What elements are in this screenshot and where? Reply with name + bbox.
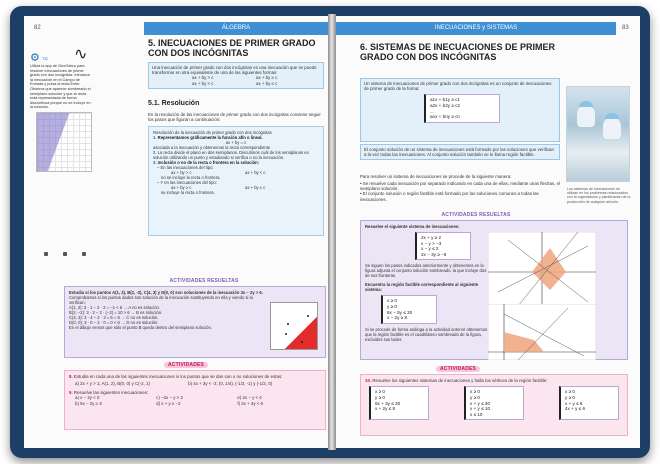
resolved-activities-box: Resuelve el siguiente sistema de inecuaciones: 2x + y ≥ 2 x − y > −3 x − y ≤ 2 2x − 3y ≥ −6 Se siguen los pasos indicados anteriormente y obtenemos en la figura adjunta el conjunto solución sombreado, la que incluye dos de sus fronteras. Encuentra la región factible correspondiente al siguiente sistema: x ≥ 0 y ≥ 0 6x − 5y ≤ 30 x − 2y ≥ 8 Si se procede de forma análoga a la actividad anterior obtenemos que la región factible es el cuadrilátero sombreado de la figura, excluidos sus lados. (360, 220, 628, 360)
steps-list: • Se resuelve cada inecuación por separado indicando en cada una de ellas, mediante unas flechas, el semiplano solución. • El conjunto solución o región factible está formado por las soluciones comunes a todas las inecuaciones. (360, 181, 560, 202)
system-a: x ≥ 0 y ≥ 0 6x + 3y ≤ 30 x + 2y ≤ 8 (369, 386, 429, 420)
lab-photo (566, 86, 631, 204)
left-page (24, 16, 328, 448)
procedure-box: Resolución de la inecuación de primer grado con dos incógnitas 1. Representamos gráficamente la función afín o lineal. ax + by = c asociada a la inecuación y obtenemos la recta correspondiente. 2. La recta divide el plano en dos semiplanos. Discutimos cuál de los semiplanos es solución utilizando un punto y estudiando si verifica o no la inecuación. 3. Inclusión o no de la recta o frontera en la solución: – En las inecuaciones del tipo: ax + by > c ax + by < c no se incluye la recta o frontera. – Y en las inecuaciones del tipo: ax + by ≥ c ax + by ≤ c se incluye la recta o frontera. (148, 126, 324, 236)
section-title: 5. INECUACIONES DE PRIMER GRADO CON DOS INCÓGNITAS (148, 38, 316, 58)
solution-halfplane-graph (270, 302, 318, 350)
activities-box: 10. Resuelve los siguientes sistemas de inecuaciones y halla los vértices de la región factible: x ≥ 0 y ≥ 0 6x + 3y ≤ 30 x + 2y ≤ 8 x ≥ 0 y ≥ 0 x + y ≤ 30 x + y ≤ 10 x ≤ 10 x ≥ 0 y ≥ 0 x + y ≤ 6 4x + y ≤ 6 (360, 374, 628, 436)
definition-box: Un sistema de inecuaciones de primer grado con dos incógnitas es un conjunto de inecuaciones de primer grado de la forma: a1x + b1y ≥ c1 a2x + b2y ≥ c2 ... anx + bny ≥ cn (360, 78, 560, 142)
book (10, 6, 650, 458)
system-c: x ≥ 0 y ≥ 0 x + y ≤ 6 4x + y ≤ 6 (559, 386, 619, 420)
activities-tag: ACTIVIDADES (436, 366, 480, 372)
activities-box: 8. Estudia en cada una de las siguientes inecuaciones si los puntos que se dan son o no soluciones de estas: a) 2x + y > 1; A(1, 2), B(0, 0) y C(-2, 1) b) 4x + 3y < -2; (0, 1/4), (-1/2, -1) y (-1/2, 0) 9. Resuelve las siguientes inecuaciones: a) x − 2y < 0 c) −2x − y > 2 e) 2x − y < 4 b) 5x − 2y ≥ 3 d) x + y ≥ −2 f) 2x + 3y < 6 (64, 370, 326, 430)
steps-intro: Para resolver un sistema de inecuaciones se procede de la siguiente manera: (360, 174, 512, 179)
resolved-activities-box: Estudia si los puntos A(1, 2), B(2, -2), C(4, 3) y D(0, 0) son soluciones de la inecuación 3x − 2y > 6. Comprobamos si los puntos dados son solución de la inecuación sustituyendo en ella y viendo si la verifican: A(1, 2): 3 · 1 − 2 · 2 = −1 < 6 → A no es solución. B(2, −2): 3 · 2 − 2 · (−2) = 10 > 6 → B es solución. C(4, 3): 3 · 4 − 2 · 3 = 6 = 6 → C no es solución. D(0, 0): 3 · 0 − 2 · 0 = 0 < 6 → D no es solución. En el dibujo vemos que sólo el punto B queda dentro del semiplano solución. (64, 286, 326, 358)
resolved-activities-tag: ACTIVIDADES RESUELTAS (169, 278, 239, 284)
right-page (336, 16, 640, 448)
resolution-intro: En la resolución de las inecuaciones de primer grado con dos incógnitas conviene seguir los pasos que figuran a continuación: (148, 112, 321, 123)
function-wave-icon: ∿ (74, 46, 88, 63)
tic-sidebar-text: Utiliza la app de GeoGebra para resolver inecuaciones de primer grado con dos incógnitas. Introduce la inecuación en el Campo de Entrada y pulsa la tecla Enter. Observa que aparece sombreado el semiplano solución y que la recta está representada de forma discontinua porque no se incluye en la solución. (30, 64, 91, 110)
photo-caption: Los sistemas de inecuaciones se utilizan en los problemas relacionados con la organización y planificación de la producción de cualquier artículo. (567, 187, 631, 204)
gear-icon: ⚙ (30, 52, 40, 64)
subsection-title: 5.1. Resolución (148, 100, 200, 107)
section-title: 6. SISTEMAS DE INECUACIONES DE PRIMER GRADO CON DOS INCÓGNITAS (360, 42, 556, 62)
geogebra-graph (36, 112, 92, 172)
page-number: 82 (34, 25, 41, 31)
solution-definition-box: El conjunto solución de un sistema de inecuaciones está formado por las soluciones que verifican a la vez todas las inecuaciones. Al conjunto solución también se le llama región factible. (360, 144, 560, 160)
app-toolbar (36, 252, 94, 258)
chapter-header: INECUACIONES y SISTEMAS (336, 22, 616, 35)
resolved-activities-tag: ACTIVIDADES RESUELTAS (441, 212, 511, 218)
system-b: x ≥ 0 y ≥ 0 x + y ≤ 30 x + y ≤ 10 x ≤ 10 (464, 386, 524, 420)
page-number: 83 (622, 25, 629, 31)
feasible-region-graph-2 (488, 304, 596, 360)
definition-box: Una inecuación de primer grado con dos incógnitas es una inecuación que se puede transformar en otra equivalente de una de las siguientes formas: ax + by > c ax + by ≥ c ax + by < c ax + by ≤ c (148, 62, 324, 89)
book-spine (328, 14, 336, 450)
tic-label: TIC (42, 56, 49, 61)
activities-tag: ACTIVIDADES (164, 362, 208, 368)
chapter-header: ÁLGEBRA (144, 22, 328, 35)
feasible-region-graph-1 (488, 232, 596, 306)
